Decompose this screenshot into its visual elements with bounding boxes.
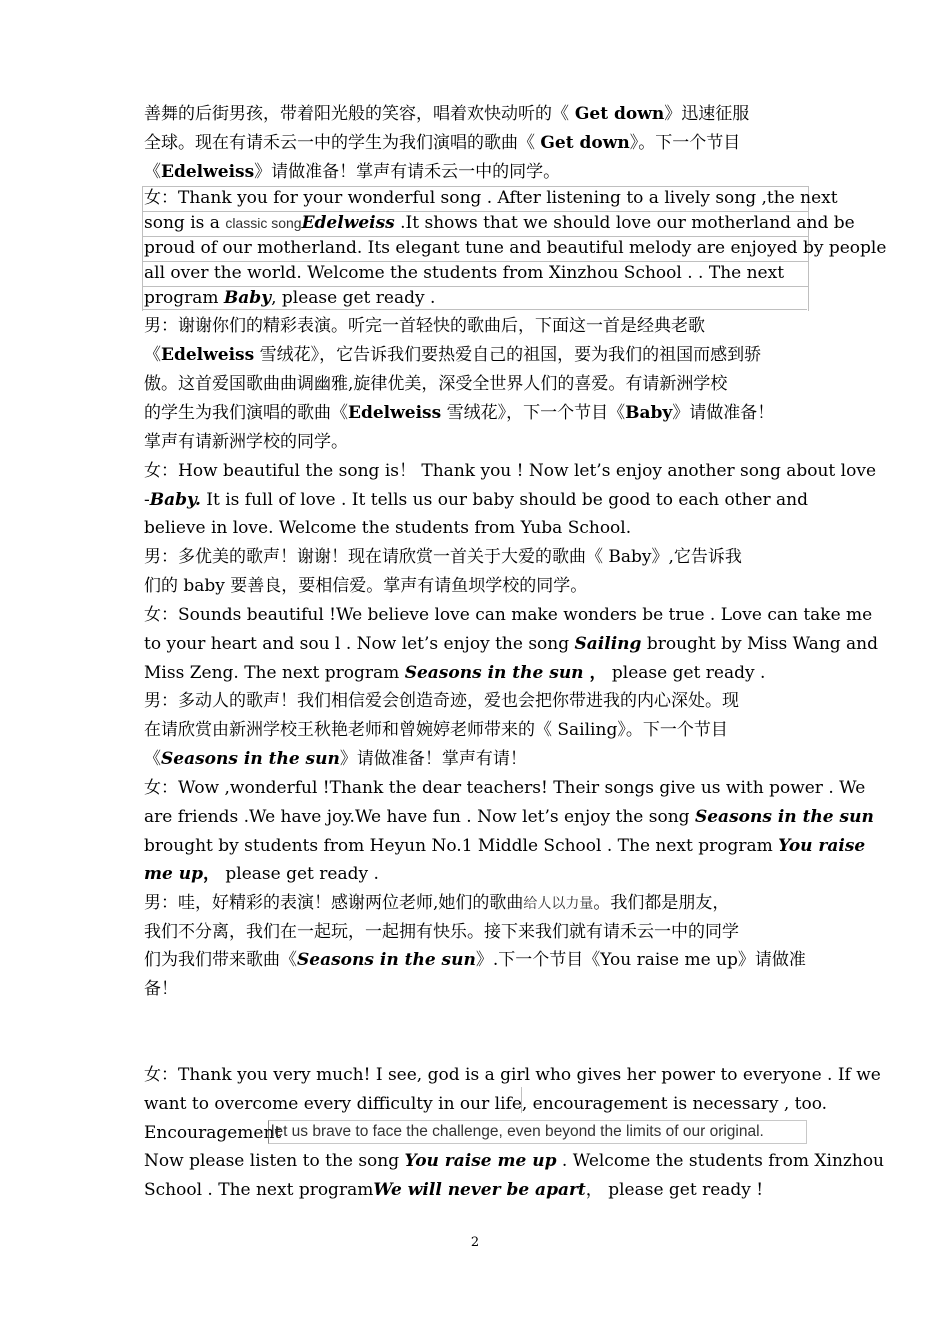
text-run: 男：哇，好精彩的表演！感谢两位老师,她们的歌曲 bbox=[144, 893, 524, 913]
text-run: School . The next program bbox=[144, 1180, 374, 1200]
text-line bbox=[144, 1149, 884, 1173]
text-line bbox=[144, 1121, 281, 1145]
song-title: Baby bbox=[223, 288, 272, 308]
text-run: . Welcome the students from Xinzhou bbox=[556, 1151, 885, 1171]
text-run: brought by Miss Wang and bbox=[641, 634, 879, 654]
text-line bbox=[144, 661, 765, 685]
text-run: please get ready . bbox=[606, 663, 766, 683]
text-run: 男：谢谢你们的精彩表演。听完一首轻快的歌曲后，下面这一首是经典老歌 bbox=[144, 316, 705, 336]
text-run: program bbox=[144, 288, 224, 308]
song-title: Seasons in the sun bbox=[297, 950, 476, 970]
song-title: Edelweiss bbox=[301, 213, 395, 233]
text-line bbox=[144, 948, 806, 972]
text-run: 女：Thank you for your wonderful song . After listening to a lively song ,the next bbox=[144, 188, 838, 208]
text-run: It is full of love . It tells us our baby should be good to each other and bbox=[200, 490, 809, 510]
text-line bbox=[144, 236, 886, 260]
text-run: 的学生为我们演唱的歌曲《 bbox=[144, 403, 348, 423]
song-title: We will never be apart bbox=[373, 1180, 586, 1200]
text-line bbox=[144, 516, 631, 540]
text-run: please get ready ! bbox=[602, 1180, 764, 1200]
text-line bbox=[144, 1178, 763, 1202]
text-line bbox=[144, 1092, 827, 1116]
text-run: .It shows that we should love our motherland and be bbox=[394, 213, 855, 233]
text-line bbox=[144, 430, 348, 454]
text-run: Miss Zeng. The next program bbox=[144, 663, 405, 683]
song-title: Edelweiss bbox=[161, 345, 255, 365]
text-line bbox=[144, 1063, 881, 1087]
text-run: 掌声有请新洲学校的同学。 bbox=[144, 432, 348, 452]
text-run: 《 bbox=[144, 162, 161, 182]
text-run: 》。下一个节目 bbox=[629, 133, 741, 153]
text-line bbox=[144, 286, 435, 310]
text-run: , please get ready . bbox=[271, 288, 436, 308]
text-run: are friends .We have joy.We have fun . Now let’s enjoy the song bbox=[144, 807, 695, 827]
song-title: Seasons in the sun bbox=[161, 749, 340, 769]
text-run: ， bbox=[583, 663, 607, 683]
text-run: proud of our motherland. Its elegant tune and beautiful melody are enjoyed by people bbox=[144, 238, 887, 258]
text-run: 《 bbox=[144, 749, 161, 769]
text-run: Now please listen to the song bbox=[144, 1151, 405, 1171]
text-line bbox=[144, 102, 749, 126]
text-line bbox=[144, 920, 739, 944]
song-title: me up bbox=[144, 864, 203, 884]
song-title: Edelweiss bbox=[161, 162, 255, 182]
text-line bbox=[144, 211, 855, 235]
page-number: 2 bbox=[470, 1235, 480, 1250]
song-title: Baby. bbox=[149, 490, 201, 510]
inserted-note: let us brave to face the challenge, even beyond the limits of our original. bbox=[271, 1123, 764, 1140]
text-line bbox=[144, 314, 705, 338]
text-line bbox=[144, 632, 878, 656]
text-line bbox=[144, 261, 784, 285]
song-title: Edelweiss bbox=[348, 403, 442, 423]
text-line bbox=[144, 343, 761, 367]
text-run: 》迅速征服 bbox=[664, 104, 750, 124]
text-line bbox=[144, 603, 872, 627]
text-run: want to overcome every difficulty in our life, bbox=[144, 1094, 528, 1114]
text-run: 们为我们带来歌曲《 bbox=[144, 950, 297, 970]
song-title: Seasons in the sun bbox=[404, 663, 584, 683]
text-run: 女：Sounds beautiful !We believe love can make wonders be true . Love can take me bbox=[144, 605, 873, 625]
text-line bbox=[144, 891, 729, 915]
text-line bbox=[144, 718, 728, 742]
text-line bbox=[144, 747, 527, 771]
text-run: 全球。现在有请禾云一中的学生为我们演唱的歌曲《 bbox=[144, 133, 541, 153]
song-title: You raise bbox=[778, 836, 866, 856]
text-run: 女：Wow ,wonderful !Thank the dear teachers! Their songs give us with power . We bbox=[144, 778, 866, 798]
text-line bbox=[144, 160, 560, 184]
text-run: song is a bbox=[144, 213, 226, 233]
text-run: 男：多动人的歌声！我们相信爱会创造奇迹，爱也会把你带进我的内心深处。现 bbox=[144, 691, 739, 711]
text-run: 们的 baby 要善良，要相信爱。掌声有请鱼坝学校的同学。 bbox=[144, 576, 588, 596]
text-line bbox=[144, 131, 740, 155]
text-run: all over the world. Welcome the students from Xinzhou School . . The next bbox=[144, 263, 785, 283]
song-title: You raise me up bbox=[404, 1151, 557, 1171]
text-run: 男：多优美的歌声！谢谢！现在请欣赏一首关于大爱的歌曲《 Baby》,它告诉我 bbox=[144, 547, 742, 567]
text-line bbox=[144, 488, 808, 512]
text-line bbox=[144, 459, 876, 483]
text-run: 。我们都是朋友， bbox=[593, 893, 730, 913]
song-title: Seasons in the sun bbox=[694, 807, 874, 827]
text-run: encouragement is necessary , too. bbox=[527, 1094, 828, 1114]
song-title: Sailing bbox=[574, 634, 642, 654]
text-line bbox=[144, 401, 774, 425]
text-run: believe in love. Welcome the students from Yuba School. bbox=[144, 518, 632, 538]
text-run: brought by students from Heyun No.1 Middle School . The next program bbox=[144, 836, 779, 856]
text-line bbox=[144, 545, 742, 569]
text-line bbox=[144, 862, 379, 886]
song-title: Get down bbox=[540, 133, 630, 153]
text-run: 傲。这首爱国歌曲曲调幽雅,旋律优美，深受全世界人们的喜爱。有请新洲学校 bbox=[144, 374, 728, 394]
text-run: 》.下一个节目《You raise me up》请做准 bbox=[475, 950, 806, 970]
text-run: 备！ bbox=[144, 979, 178, 999]
text-run: 《 bbox=[144, 345, 161, 365]
song-title: Baby bbox=[625, 403, 673, 423]
text-run: 雪绒花》，它告诉我们要热爱自己的祖国，要为我们的祖国而感到骄 bbox=[254, 345, 762, 365]
inserted-note: classic song bbox=[225, 215, 302, 231]
text-line bbox=[144, 689, 739, 713]
song-title: Get down bbox=[569, 104, 665, 124]
text-run: 女：Thank you very much! I see, god is a girl who gives her power to everyone . If we bbox=[144, 1065, 881, 1085]
text-line bbox=[144, 574, 587, 598]
text-line bbox=[144, 805, 874, 829]
text-run: 》请做准备！掌声有请！ bbox=[339, 749, 527, 769]
inserted-note: 给人以力量 bbox=[523, 895, 594, 911]
text-run: please get ready . bbox=[219, 864, 379, 884]
text-run: - bbox=[144, 490, 150, 510]
text-run: ， bbox=[585, 1180, 603, 1200]
text-run: 雪绒花》，下一个节目《 bbox=[441, 403, 626, 423]
text-line bbox=[144, 372, 727, 396]
text-run: 在请欣赏由新洲学校王秋艳老师和曾婉婷老师带来的《 Sailing》。下一个节目 bbox=[144, 720, 728, 740]
text-run: Encouragement bbox=[144, 1123, 282, 1143]
text-run: 》请做准备！ bbox=[672, 403, 775, 423]
text-run: 女：How beautiful the song is！ Thank you ! Now let’s enjoy another song about love bbox=[144, 461, 877, 481]
text-run: 善舞的后街男孩，带着阳光般的笑容，唱着欢快动听的《 bbox=[144, 104, 569, 124]
text-run: 》请做准备！掌声有请禾云一中的同学。 bbox=[254, 162, 561, 182]
text-run: to your heart and sou l . Now let’s enjoy the song bbox=[144, 634, 575, 654]
text-line bbox=[144, 776, 865, 800]
text-line bbox=[144, 977, 178, 1001]
text-line bbox=[144, 186, 838, 210]
text-run: 我们不分离，我们在一起玩，一起拥有快乐。接下来我们就有请禾云一中的同学 bbox=[144, 922, 739, 942]
text-run: ， bbox=[202, 864, 220, 884]
text-line bbox=[144, 834, 865, 858]
